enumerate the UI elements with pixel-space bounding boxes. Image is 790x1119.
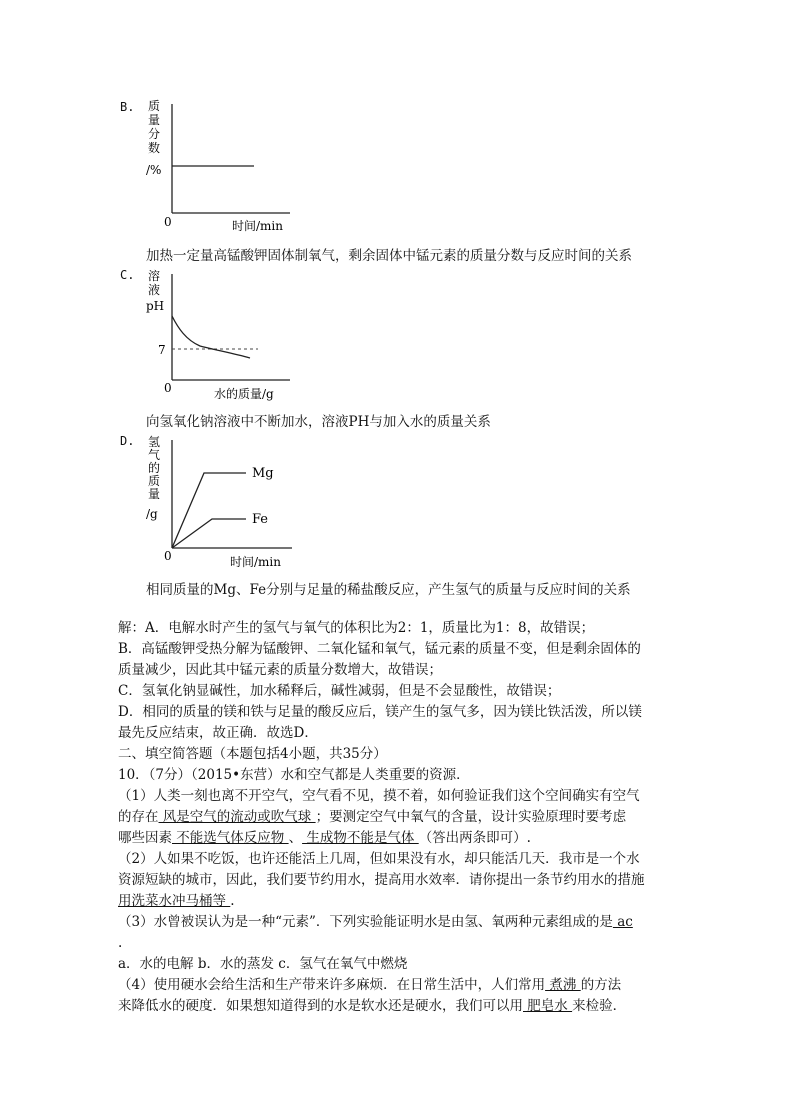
q10-answer-elements: ac (612, 914, 633, 930)
q10-part4-text-c: 来降低水的硬度．如果想知道得到的水是软水还是硬水，我们可以用 (118, 998, 523, 1014)
solution-line-2: B．高锰酸钾受热分解为锰酸钾、二氧化锰和氧气，锰元素的质量不变，但是剩余固体的 (118, 641, 641, 657)
q10-part2-end: . (230, 893, 235, 909)
chart-d-legend-mg: Mg (252, 466, 274, 481)
option-b-letter: B. (120, 100, 135, 114)
chart-d-caption: 相同质量的Mg、Fe分别与足量的稀盐酸反应，产生氢气的质量与反应时间的关系 (146, 582, 631, 598)
chart-d-ylabel-1: 氢 (148, 435, 161, 449)
section2-heading: 二、填空简答题（本题包括4小题，共35分） (118, 746, 387, 762)
chart-c-ylabel-2: 液 (148, 283, 161, 297)
q10-part3-options: a．水的电解 b．水的蒸发 c．氢气在氧气中燃烧 (118, 956, 408, 972)
chart-b-origin: 0 (164, 215, 172, 229)
q10-part4-text-a: （4）使用硬水会给生活和生产带来许多麻烦．在日常生活中，人们常用 (118, 977, 546, 993)
solution-line-3: 质量减少，因此其中锰元素的质量分数增大，故错误； (118, 662, 442, 678)
q10-part2-line2: 资源短缺的城市，因此，我们要节约用水，提高用水效率．请你提出一条节约用水的措施 (118, 872, 645, 888)
q10-part3-line2: . (118, 935, 123, 951)
q10-title: 10．（7分）（2015•东营）水和空气都是人类重要的资源． (118, 767, 470, 783)
q10-part4-line1 (118, 975, 621, 995)
q10-part1-text-d: （答出两条即可）. (418, 830, 531, 846)
chart-c-ylabel-1: 溶 (148, 269, 161, 283)
q10-answer-test: 肥皂水 (523, 998, 573, 1014)
chart-b (140, 98, 300, 238)
q10-part4-line2 (118, 996, 626, 1016)
q10-part3-line1 (118, 912, 633, 932)
solution-line-6: 最先反应结束，故正确．故选D． (118, 725, 318, 741)
chart-d-ylabel-2: 气 (148, 448, 161, 462)
chart-c-ylabel-3: pH (146, 299, 165, 313)
chart-d-ylabel-4: 质 (148, 474, 161, 488)
q10-part1-line1: （1）人类一刻也离不开空气，空气看不见，摸不着，如何验证我们这个空间确实有空气 (118, 788, 640, 804)
chart-c-caption: 向氢氧化钠溶液中不断加水，溶液PH与加入水的质量关系 (146, 414, 491, 430)
chart-d-ylabel-5: 量 (148, 487, 161, 501)
chart-d-ylabel-3: 的 (148, 461, 161, 475)
chart-c (140, 268, 300, 408)
option-c-letter: C. (120, 268, 135, 282)
q10-answer-water-saving: 用洗菜水冲马桶等 (118, 893, 231, 909)
chart-b-ylabel-4: 数 (148, 141, 161, 155)
chart-d-series-mg (172, 473, 246, 548)
chart-b-xlabel: 时间/min (232, 219, 283, 233)
chart-d-ylabel-6: /g (146, 507, 158, 521)
q10-part3-text: （3）水曾被误认为是一种“元素”．下列实验能证明水是由氢、氧两种元素组成的是 (118, 914, 613, 930)
chart-b-ylabel-3: 分 (148, 127, 161, 141)
q10-part1-text-c: 哪些因素 (118, 830, 172, 846)
solution-line-1: 解：A．电解水时产生的氢气与氧气的体积比为2：1，质量比为1：8，故错误； (118, 620, 595, 636)
q10-part2-line1: （2）人如果不吃饭，也许还能活上几周，但如果没有水，却只能活几天．我市是一个水 (118, 851, 640, 867)
option-d-letter: D. (120, 434, 135, 448)
chart-b-ylabel-5: /% (146, 163, 162, 177)
q10-part1-text-b: ；要测定空气中氧气的含量，设计实验原理时要考虑 (315, 809, 627, 825)
q10-answer-soften: 煮沸 (545, 977, 581, 993)
chart-b-caption: 加热一定量高锰酸钾固体制氧气，剩余固体中锰元素的质量分数与反应时间的关系 (146, 248, 632, 264)
q10-part4-text-d: 来检验． (572, 998, 627, 1014)
q10-answer-factor-2: 生成物不能是气体 (302, 830, 419, 846)
q10-part1-line3 (118, 828, 531, 848)
q10-part1-sep: 、 (288, 830, 303, 846)
chart-c-ph-curve (172, 316, 250, 358)
chart-c-tick-7: 7 (158, 343, 166, 357)
q10-answer-air-proof: 风是空气的流动或吹气球 (158, 809, 316, 825)
chart-c-origin: 0 (164, 381, 172, 395)
q10-part1-line2 (118, 807, 626, 827)
chart-d-legend-fe: Fe (252, 512, 269, 527)
q10-answer-factor-1: 不能选气体反应物 (172, 830, 289, 846)
q10-part1-text-a: 的存在 (118, 809, 159, 825)
chart-b-ylabel-1: 质 (148, 99, 161, 113)
chart-d-origin: 0 (164, 549, 172, 563)
solution-line-4: C．氢氧化钠显碱性，加水稀释后，碱性减弱，但是不会显酸性，故错误； (118, 683, 561, 699)
solution-line-5: D．相同的质量的镁和铁与足量的酸反应后，镁产生的氢气多，因为镁比铁活泼，所以镁 (118, 704, 642, 720)
chart-b-ylabel-2: 量 (148, 113, 161, 127)
q10-part2-line3 (118, 891, 235, 911)
chart-d (140, 434, 310, 574)
q10-part4-text-b: 的方法 (580, 977, 622, 993)
chart-c-xlabel: 水的质量/g (214, 387, 274, 401)
chart-d-xlabel: 时间/min (230, 555, 281, 569)
